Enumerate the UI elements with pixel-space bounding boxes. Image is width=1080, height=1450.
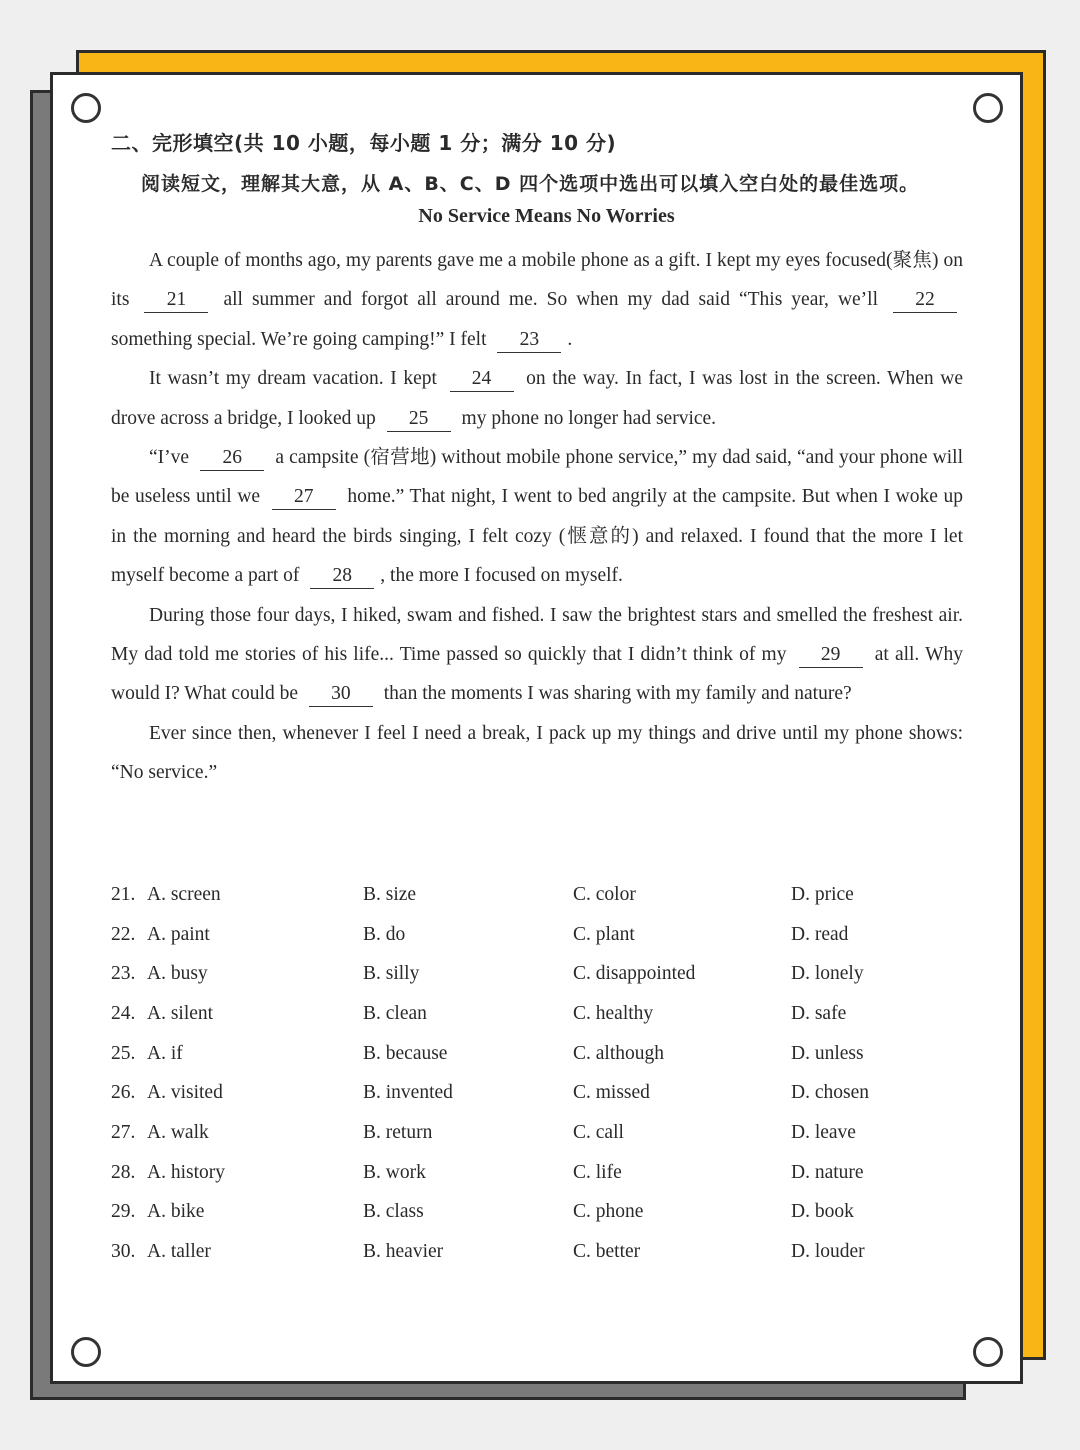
option-row-22: 22. A. paint B. do C. plant D. read (111, 923, 849, 945)
section-title: 二、完形填空(共 10 小题，每小题 1 分；满分 10 分) (111, 131, 617, 155)
worksheet-page (50, 72, 1023, 1384)
option-row-30: 30. A. taller B. heavier C. better D. louder (111, 1241, 865, 1263)
option-row-29: 29. A. bike B. class C. phone D. book (111, 1201, 854, 1223)
blank-28: 28 (310, 564, 374, 589)
blank-22: 22 (893, 288, 957, 313)
paragraph-1: A couple of months ago, my parents gave me a mobile phone as a gift. I kept my eyes focused(聚焦) on its 21 all summer and forgot all around me. So when my dad said “This year, we’ll 22 something special. We’re going camping!” I felt 23 . (111, 241, 963, 359)
instruction-text: 阅读短文，理解其大意，从 A、B、C、D 四个选项中选出可以填入空白处的最佳选项。 (141, 173, 920, 195)
option-row-26: 26. A. visited B. invented C. missed D. chosen (111, 1082, 869, 1104)
binder-ring-icon (973, 93, 1003, 123)
option-row-25: 25. A. if B. because C. although D. unless (111, 1042, 864, 1064)
passage-title: No Service Means No Worries (418, 205, 675, 227)
passage (111, 241, 963, 793)
paragraph-5: Ever since then, whenever I feel I need a break, I pack up my things and drive until my phone shows: “No service.” (111, 722, 963, 784)
blank-23: 23 (497, 328, 561, 353)
blank-30: 30 (309, 682, 373, 707)
paragraph-2: It wasn’t my dream vacation. I kept 24 on the way. In fact, I was lost in the screen. When we drove across a bridge, I looked up 25 my phone no longer had service. (111, 359, 963, 438)
blank-26: 26 (200, 446, 264, 471)
paragraph-3: “I’ve 26 a campsite (宿营地) without mobile phone service,” my dad said, “and your phone will be useless until we 27 home.” That night, I went to bed angrily at the campsite. But when I woke up in the morning and heard the birds singing, I felt cozy (惬意的) and relaxed. I found that the more I let myself become a part of 28 , the more I focused on myself. (111, 438, 963, 596)
blank-21: 21 (144, 288, 208, 313)
blank-25: 25 (387, 407, 451, 432)
option-row-28: 28. A. history B. work C. life D. nature (111, 1161, 864, 1183)
blank-29: 29 (799, 643, 863, 668)
options-list (111, 875, 991, 1272)
paragraph-4: During those four days, I hiked, swam and fished. I saw the brightest stars and smelled the freshest air. My dad told me stories of his life... Time passed so quickly that I didn’t think of my 29 at all. Why would I? What could be 30 than the moments I was sharing with my family and nature? (111, 596, 963, 714)
binder-ring-icon (973, 1337, 1003, 1367)
option-row-23: 23. A. busy B. silly C. disappointed D. lonely (111, 963, 864, 985)
option-row-27: 27. A. walk B. return C. call D. leave (111, 1121, 856, 1143)
option-row-21: 21. A. screen B. size C. color D. price (111, 883, 854, 905)
blank-27: 27 (272, 485, 336, 510)
blank-24: 24 (450, 367, 514, 392)
option-row-24: 24. A. silent B. clean C. healthy D. safe (111, 1002, 847, 1024)
binder-ring-icon (71, 1337, 101, 1367)
binder-ring-icon (71, 93, 101, 123)
